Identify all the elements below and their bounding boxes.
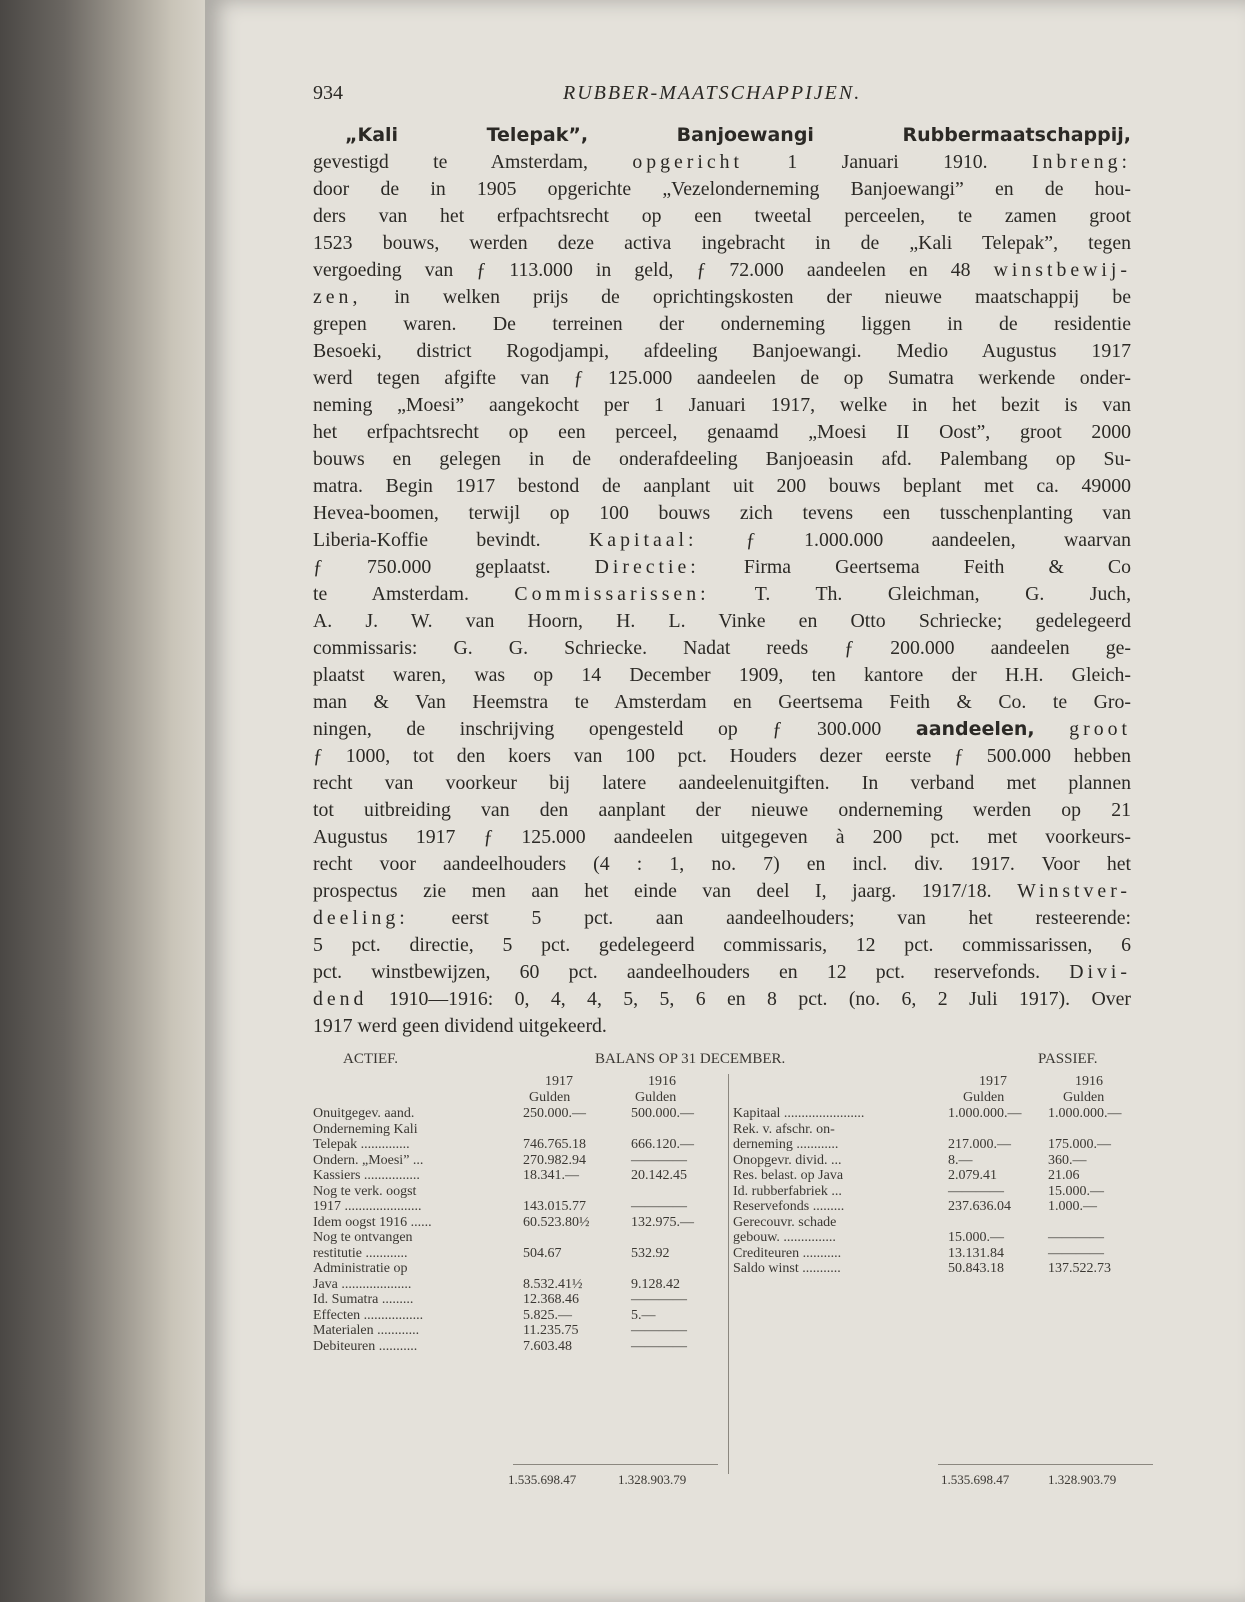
text-line bbox=[313, 500, 1131, 527]
text-line bbox=[313, 770, 1131, 797]
actief-year-1917: 1917 bbox=[545, 1074, 573, 1089]
balance-row bbox=[733, 1215, 1153, 1231]
text-line bbox=[313, 959, 1131, 986]
balance-label: Effecten ................. bbox=[313, 1307, 424, 1323]
book-spine-edge bbox=[0, 0, 215, 1602]
value-1916: ———— bbox=[631, 1323, 687, 1338]
value-1917: 7.603.48 bbox=[523, 1338, 572, 1354]
balance-row bbox=[313, 1230, 718, 1246]
company-description bbox=[313, 122, 1131, 1040]
text-line bbox=[313, 392, 1131, 419]
text-line bbox=[313, 257, 1131, 284]
text-line bbox=[313, 743, 1131, 770]
text-line bbox=[313, 419, 1131, 446]
balance-row bbox=[733, 1261, 1153, 1277]
text-segment: commissaris: G. G. Schriecke. Nadat reeds ƒ 200.000 aandeelen ge- bbox=[313, 637, 1131, 659]
emphasis-text: zen, bbox=[313, 286, 362, 308]
text-segment: recht van voorkeur bij latere aandeelenuitgiften. In verband met plannen bbox=[313, 772, 1131, 794]
text-segment: Liberia-Koffie bevindt. bbox=[313, 529, 589, 551]
text-line bbox=[313, 122, 1131, 149]
passief-total-1917: 1.535.698.47 bbox=[941, 1472, 1010, 1487]
balance-row bbox=[733, 1122, 1153, 1138]
text-segment: Augustus 1917 ƒ 125.000 aandeelen uitgegeven à 200 pct. met voorkeurs- bbox=[313, 826, 1131, 848]
text-line bbox=[313, 365, 1131, 392]
value-1916: 132.975.— bbox=[631, 1214, 694, 1230]
value-1917: 217.000.— bbox=[948, 1137, 1011, 1152]
value-1916: 137.522.73 bbox=[1048, 1261, 1111, 1276]
balance-label: derneming ............ bbox=[733, 1137, 839, 1152]
balance-row bbox=[313, 1168, 718, 1184]
emphasis-text: aandeelen, bbox=[915, 718, 1035, 740]
text-segment: te Amsterdam. bbox=[313, 583, 515, 605]
balance-label: Onuitgegev. aand. bbox=[313, 1106, 415, 1121]
text-segment: pct. winstbewijzen, 60 pct. aandeelhouders en 12 pct. reservefonds. bbox=[313, 961, 1070, 983]
running-title: RUBBER-MAATSCHAPPIJEN. bbox=[563, 82, 862, 104]
text-segment: vergoeding van ƒ 113.000 in geld, ƒ 72.000 aandeelen en 48 bbox=[313, 259, 994, 281]
value-1917: 237.636.04 bbox=[948, 1199, 1011, 1214]
actief-year-1916: 1916 bbox=[648, 1074, 676, 1089]
text-line bbox=[313, 905, 1131, 932]
balance-row bbox=[733, 1199, 1153, 1215]
text-segment: matra. Begin 1917 bestond de aanplant uit 200 bouws beplant met ca. 49000 bbox=[313, 475, 1131, 497]
value-1916: 1.000.000.— bbox=[1048, 1106, 1122, 1121]
text-segment: werd tegen afgifte van ƒ 125.000 aandeelen de op Sumatra werkende onder- bbox=[313, 367, 1131, 389]
value-1916: 175.000.— bbox=[1048, 1137, 1111, 1152]
text-segment: 5 pct. directie, 5 pct. gedelegeerd commissaris, 12 pct. commissarissen, 6 bbox=[313, 934, 1131, 956]
text-line bbox=[313, 446, 1131, 473]
text-segment: neming „Moesi” aangekocht per 1 Januari 1917, welke in het bezit is van bbox=[313, 394, 1131, 416]
text-line bbox=[313, 1013, 1131, 1040]
balance-label: Debiteuren ........... bbox=[313, 1338, 418, 1354]
balance-row bbox=[733, 1168, 1153, 1184]
emphasis-text: Directie: bbox=[594, 556, 700, 578]
text-line bbox=[313, 230, 1131, 257]
balance-label: Idem oogst 1916 ...... bbox=[313, 1214, 432, 1230]
text-line bbox=[313, 878, 1131, 905]
book-page bbox=[205, 0, 1245, 1602]
text-line bbox=[313, 149, 1131, 176]
text-segment: in welken prijs de oprichtingskosten der nieuwe maatschappij be bbox=[361, 286, 1131, 308]
value-1917: 50.843.18 bbox=[948, 1261, 1004, 1276]
text-segment: tot uitbreiding van den aanplant der nieuwe onderneming werden op 21 bbox=[313, 799, 1131, 821]
balance-label: gebouw. ............... bbox=[733, 1230, 836, 1245]
passief-unit-1916: Gulden bbox=[1063, 1090, 1105, 1105]
balance-row bbox=[313, 1153, 718, 1169]
emphasis-text: Winstver- bbox=[1017, 880, 1131, 902]
value-1917: 746.765.18 bbox=[523, 1137, 586, 1152]
balance-row bbox=[733, 1106, 1153, 1122]
text-segment: Hevea-boomen, terwijl op 100 bouws zich tevens een tusschenplanting van bbox=[313, 502, 1131, 524]
balance-label: Kassiers ................ bbox=[313, 1168, 420, 1183]
balance-row bbox=[733, 1137, 1153, 1153]
balance-label: Nog te verk. oogst bbox=[313, 1183, 417, 1199]
text-line bbox=[313, 176, 1131, 203]
passief-column bbox=[733, 1074, 1153, 1277]
balance-row bbox=[313, 1184, 718, 1200]
balance-label: Rek. v. afschr. on- bbox=[733, 1121, 835, 1137]
value-1917: 143.015.77 bbox=[523, 1199, 586, 1214]
balance-row bbox=[733, 1153, 1153, 1169]
text-segment: het erfpachtsrecht op een perceel, genaamd „Moesi II Oost”, groot 2000 bbox=[313, 421, 1131, 443]
company-name: „Kali Telepak”, Banjoewangi Rubbermaatschappij, bbox=[345, 124, 1131, 146]
text-segment: eerst 5 pct. aan aandeelhouders; van het resteerende: bbox=[408, 907, 1131, 929]
text-segment: ders van het erfpachtsrecht op een tweetal perceelen, te zamen groot bbox=[313, 205, 1131, 227]
balance-row bbox=[313, 1261, 718, 1277]
passief-total-rule bbox=[938, 1464, 1153, 1465]
value-1916: 666.120.— bbox=[631, 1137, 694, 1152]
text-segment: 1917 werd geen dividend uitgekeerd. bbox=[313, 1015, 607, 1037]
value-1916: 21.06 bbox=[1048, 1168, 1080, 1183]
balance-row bbox=[313, 1292, 718, 1308]
balance-totals bbox=[313, 1472, 1153, 1488]
passief-unit-1917: Gulden bbox=[963, 1090, 1005, 1105]
value-1916: ———— bbox=[631, 1292, 687, 1307]
actief-total-rule bbox=[513, 1464, 718, 1465]
balance-label: Res. belast. op Java bbox=[733, 1168, 844, 1183]
balance-row bbox=[313, 1246, 718, 1262]
text-segment: ƒ 1.000.000 aandeelen, waarvan bbox=[697, 529, 1132, 551]
text-line bbox=[313, 608, 1131, 635]
text-line bbox=[313, 635, 1131, 662]
text-segment bbox=[1035, 718, 1070, 740]
actief-column bbox=[313, 1074, 718, 1354]
text-segment: plaatst waren, was op 14 December 1909, ten kantore der H.H. Gleich- bbox=[313, 664, 1131, 686]
text-line bbox=[313, 311, 1131, 338]
text-line bbox=[313, 284, 1131, 311]
value-1916: 1.000.— bbox=[1048, 1199, 1097, 1214]
emphasis-text: groot bbox=[1069, 718, 1131, 740]
balance-label: Gerecouvr. schade bbox=[733, 1214, 837, 1230]
text-segment: ƒ 1000, tot den koers van 100 pct. Houders dezer eerste ƒ 500.000 hebben bbox=[313, 745, 1131, 767]
value-1917: 18.341.— bbox=[523, 1168, 579, 1183]
value-1917: 1.000.000.— bbox=[948, 1106, 1022, 1121]
value-1916: ———— bbox=[631, 1152, 687, 1168]
passief-total-1916: 1.328.903.79 bbox=[1048, 1472, 1117, 1487]
balance-row bbox=[313, 1277, 718, 1293]
value-1916: 5.— bbox=[631, 1307, 656, 1323]
text-line bbox=[313, 662, 1131, 689]
text-segment: ningen, de inschrijving opengesteld op ƒ 300.000 bbox=[313, 718, 916, 740]
text-line bbox=[313, 716, 1131, 743]
text-line bbox=[313, 203, 1131, 230]
balance-headings bbox=[313, 1052, 1153, 1074]
balance-label: Administratie op bbox=[313, 1261, 408, 1276]
balance-row bbox=[313, 1339, 718, 1355]
text-segment: gevestigd te Amsterdam, bbox=[313, 151, 633, 173]
emphasis-text: Commissarissen: bbox=[514, 583, 710, 605]
text-segment: man & Van Heemstra te Amsterdam en Geertsema Feith & Co. te Gro- bbox=[313, 691, 1131, 713]
balance-row bbox=[313, 1106, 718, 1122]
value-1917: 60.523.80½ bbox=[523, 1214, 590, 1230]
actief-total-1917: 1.535.698.47 bbox=[508, 1472, 577, 1487]
page-header bbox=[313, 82, 1213, 112]
value-1916: 9.128.42 bbox=[631, 1276, 680, 1292]
value-1916: 15.000.— bbox=[1048, 1183, 1104, 1199]
emphasis-text: Inbreng: bbox=[1031, 151, 1131, 173]
balance-row bbox=[733, 1230, 1153, 1246]
emphasis-text: deeling: bbox=[313, 907, 409, 929]
value-1916: ———— bbox=[1048, 1230, 1104, 1245]
balance-row bbox=[313, 1323, 718, 1339]
text-line bbox=[313, 581, 1131, 608]
balance-row bbox=[313, 1137, 718, 1153]
emphasis-text: winstbewij- bbox=[993, 259, 1131, 281]
text-segment: A. J. W. van Hoorn, H. L. Vinke en Otto Schriecke; gedelegeerd bbox=[313, 610, 1131, 632]
value-1917: 270.982.94 bbox=[523, 1152, 586, 1168]
emphasis-text: Kapitaal: bbox=[589, 529, 698, 551]
balance-label: Nog te ontvangen bbox=[313, 1230, 413, 1245]
passief-year-1917: 1917 bbox=[979, 1074, 1007, 1089]
value-1916: ———— bbox=[1048, 1245, 1104, 1261]
text-line bbox=[313, 986, 1131, 1013]
value-1917: 11.235.75 bbox=[523, 1323, 579, 1338]
value-1916: ———— bbox=[631, 1338, 687, 1354]
balance-row bbox=[313, 1308, 718, 1324]
balance-row bbox=[733, 1246, 1153, 1262]
balance-label: Reservefonds ......... bbox=[733, 1199, 845, 1214]
emphasis-text: dend bbox=[313, 988, 368, 1010]
text-segment: grepen waren. De terreinen der onderneming liggen in de residentie bbox=[313, 313, 1131, 335]
balance-label: 1917 ...................... bbox=[313, 1199, 422, 1214]
value-1916: ———— bbox=[631, 1199, 687, 1214]
value-1917: 5.825.— bbox=[523, 1307, 572, 1323]
text-segment: 1910—1916: 0, 4, 4, 5, 5, 6 en 8 pct. (no. 6, 2 Juli 1917). Over bbox=[367, 988, 1131, 1010]
value-1917: 8.532.41½ bbox=[523, 1276, 583, 1292]
balance-label: Saldo winst ........... bbox=[733, 1261, 841, 1276]
text-line bbox=[313, 932, 1131, 959]
value-1916: 360.— bbox=[1048, 1152, 1087, 1168]
text-segment: ƒ 750.000 geplaatst. bbox=[313, 556, 595, 578]
actief-total-1916: 1.328.903.79 bbox=[618, 1472, 687, 1487]
page-number: 934 bbox=[313, 82, 343, 104]
value-1917: ———— bbox=[948, 1183, 1004, 1199]
balance-label: Telepak .............. bbox=[313, 1137, 410, 1152]
text-segment: 1 Januari 1910. bbox=[743, 151, 1032, 173]
text-segment: T. Th. Gleichman, G. Juch, bbox=[709, 583, 1132, 605]
text-line bbox=[313, 689, 1131, 716]
value-1917: 15.000.— bbox=[948, 1230, 1004, 1245]
balance-label: Java .................... bbox=[313, 1276, 412, 1292]
actief-unit-1917: Gulden bbox=[529, 1090, 571, 1105]
balance-row bbox=[733, 1184, 1153, 1200]
passief-heading: PASSIEF. bbox=[1038, 1051, 1098, 1067]
balance-row bbox=[313, 1199, 718, 1215]
value-1917: 2.079.41 bbox=[948, 1168, 997, 1183]
text-segment: door de in 1905 opgerichte „Vezelonderneming Banjoewangi” en de hou- bbox=[313, 178, 1131, 200]
balance-label: restitutie ............ bbox=[313, 1245, 408, 1261]
value-1917: 504.67 bbox=[523, 1245, 562, 1261]
balance-label: Ondern. „Moesi” ... bbox=[313, 1152, 424, 1168]
value-1916: 500.000.— bbox=[631, 1106, 694, 1121]
emphasis-text: Divi- bbox=[1069, 961, 1131, 983]
balance-label: Id. Sumatra ......... bbox=[313, 1292, 414, 1307]
balance-sheet bbox=[313, 1051, 1153, 1487]
text-segment: prospectus zie men aan het einde van deel I, jaarg. 1917/18. bbox=[313, 880, 1018, 902]
value-1916: 532.92 bbox=[631, 1245, 670, 1261]
balance-label: Crediteuren ........... bbox=[733, 1245, 842, 1261]
actief-heading: ACTIEF. bbox=[343, 1051, 399, 1067]
value-1916: 20.142.45 bbox=[631, 1168, 687, 1183]
value-1917: 8.— bbox=[948, 1152, 973, 1168]
passief-year-1916: 1916 bbox=[1075, 1074, 1103, 1089]
value-1917: 13.131.84 bbox=[948, 1245, 1004, 1261]
emphasis-text: opgericht bbox=[632, 151, 744, 173]
text-line bbox=[313, 797, 1131, 824]
balance-label: Onderneming Kali bbox=[313, 1121, 418, 1137]
text-segment: bouws en gelegen in de onderafdeeling Banjoeasin afd. Palembang op Su- bbox=[313, 448, 1131, 470]
actief-unit-1916: Gulden bbox=[635, 1090, 677, 1105]
text-segment: 1523 bouws, werden deze activa ingebracht in de „Kali Telepak”, tegen bbox=[313, 232, 1131, 254]
value-1917: 250.000.— bbox=[523, 1106, 586, 1121]
text-segment: Firma Geertsema Feith & Co bbox=[699, 556, 1131, 578]
text-line bbox=[313, 527, 1131, 554]
text-line bbox=[313, 851, 1131, 878]
balance-label: Id. rubberfabriek ... bbox=[733, 1183, 842, 1199]
text-line bbox=[313, 338, 1131, 365]
balance-label: Materialen ............ bbox=[313, 1323, 420, 1338]
balance-label: Onopgevr. divid. ... bbox=[733, 1152, 842, 1168]
text-segment: Besoeki, district Rogodjampi, afdeeling Banjoewangi. Medio Augustus 1917 bbox=[313, 340, 1131, 362]
balance-row bbox=[313, 1122, 718, 1138]
text-line bbox=[313, 824, 1131, 851]
text-line bbox=[313, 473, 1131, 500]
balance-row bbox=[313, 1215, 718, 1231]
balance-divider bbox=[728, 1074, 729, 1474]
text-line bbox=[313, 554, 1131, 581]
value-1917: 12.368.46 bbox=[523, 1292, 579, 1307]
text-segment: recht voor aandeelhouders (4 : 1, no. 7) en incl. div. 1917. Voor het bbox=[313, 853, 1131, 875]
balance-title: BALANS OP 31 DECEMBER. bbox=[595, 1051, 786, 1067]
balance-label: Kapitaal ....................... bbox=[733, 1106, 865, 1121]
